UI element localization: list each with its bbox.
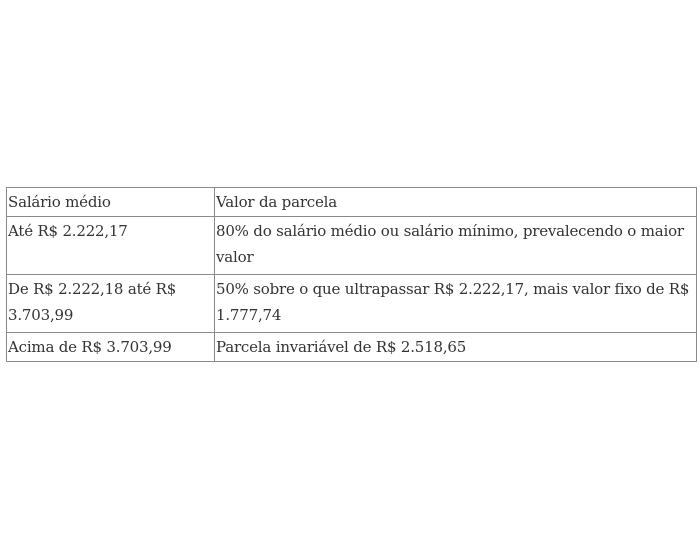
table-row (7, 217, 697, 275)
salary-range-cell: Até R$ 2.222,17 (7, 217, 215, 275)
header-cell-salary: Salário médio (7, 188, 215, 217)
installment-value-cell: Parcela invariável de R$ 2.518,65 (215, 333, 697, 362)
installment-value-cell: 80% do salário médio ou salário mínimo, prevalecendo o maior valor (215, 217, 697, 275)
table-header-row (7, 188, 697, 217)
header-cell-installment: Valor da parcela (215, 188, 697, 217)
installment-value-cell: 50% sobre o que ultrapassar R$ 2.222,17, mais valor fixo de R$ 1.777,74 (215, 275, 697, 333)
salary-range-cell: De R$ 2.222,18 até R$ 3.703,99 (7, 275, 215, 333)
salary-range-cell: Acima de R$ 3.703,99 (7, 333, 215, 362)
table-row (7, 275, 697, 333)
benefit-table (6, 187, 697, 362)
benefit-table-container (6, 187, 696, 362)
table-row (7, 333, 697, 362)
